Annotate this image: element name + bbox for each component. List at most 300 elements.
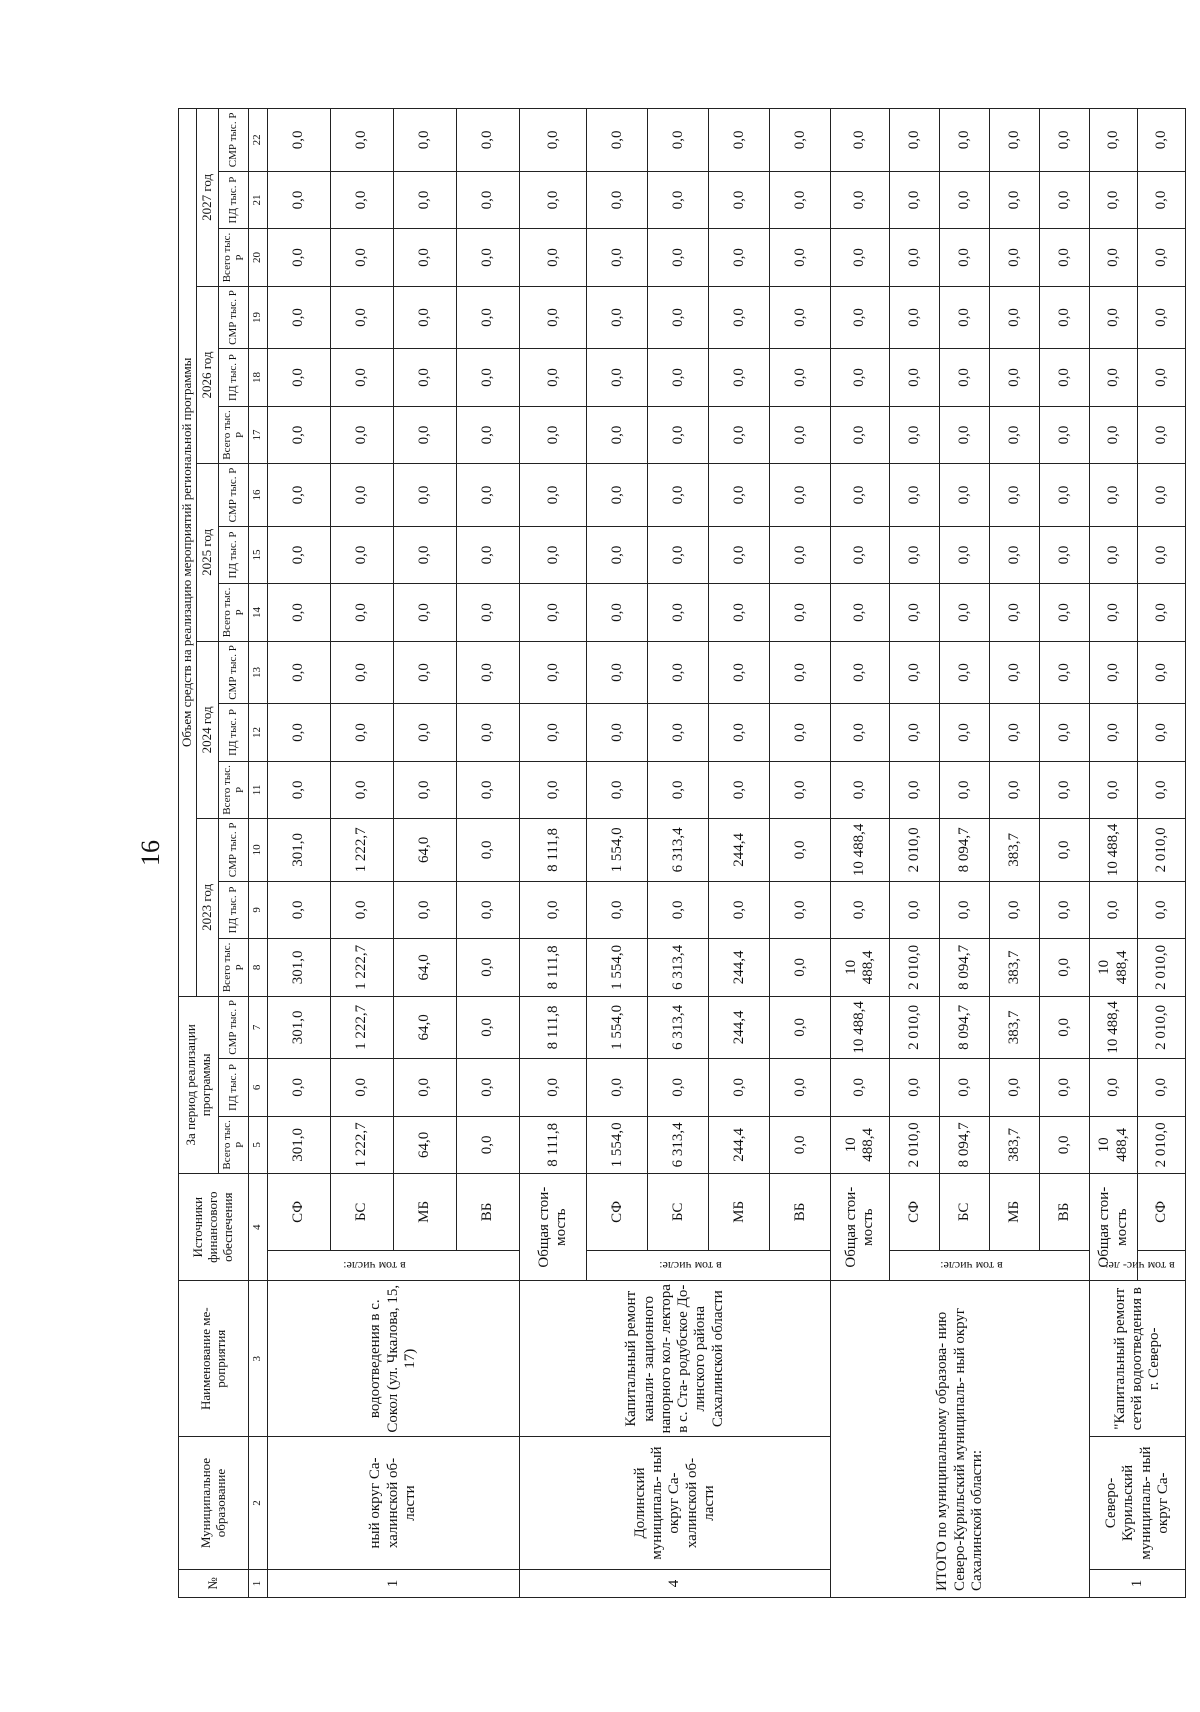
value-cell: 0,0 [587, 584, 648, 641]
value-cell: 0,0 [393, 171, 456, 228]
table-row [267, 109, 330, 1598]
value-cell: 0,0 [393, 526, 456, 583]
value-cell: 0,0 [1090, 526, 1138, 583]
value-cell: 0,0 [587, 406, 648, 463]
value-cell: 64,0 [393, 819, 456, 882]
value-cell: 0,0 [330, 761, 393, 818]
value-cell: 0,0 [456, 819, 519, 882]
value-cell: 0,0 [456, 229, 519, 286]
value-cell: 383,7 [990, 1116, 1040, 1173]
value-cell: 0,0 [1137, 171, 1185, 228]
value-cell: 0,0 [770, 171, 831, 228]
value-cell: 8 111,8 [519, 1116, 586, 1173]
value-cell: 1 554,0 [587, 819, 648, 882]
column-number: 13 [249, 641, 268, 704]
rotated-table-frame [178, 108, 1186, 1598]
column-number: 5 [249, 1116, 268, 1173]
value-cell: 0,0 [1040, 881, 1090, 938]
program-funding-table [178, 108, 1186, 1598]
value-cell: 0,0 [990, 641, 1040, 704]
value-cell: 1 222,7 [330, 996, 393, 1059]
value-cell: 0,0 [770, 819, 831, 882]
value-cell: 0,0 [831, 704, 890, 761]
value-cell: 0,0 [709, 704, 770, 761]
value-cell: 0,0 [267, 761, 330, 818]
column-number: 20 [249, 229, 268, 286]
total-cost-label: Общая стои- мость [1090, 1174, 1138, 1281]
value-cell: 10 488,4 [831, 996, 890, 1059]
value-cell: 0,0 [1090, 761, 1138, 818]
value-cell: 0,0 [990, 526, 1040, 583]
value-cell: 6 313,4 [648, 819, 709, 882]
value-cell: 0,0 [709, 761, 770, 818]
value-cell: 0,0 [519, 761, 586, 818]
value-cell: 1 554,0 [587, 1116, 648, 1173]
value-cell: 0,0 [267, 464, 330, 527]
value-cell: 10 488,4 [1090, 1116, 1138, 1173]
value-cell: 0,0 [519, 464, 586, 527]
value-cell: 10 488,4 [1090, 939, 1138, 996]
value-cell: 0,0 [587, 286, 648, 349]
value-cell: 8 111,8 [519, 996, 586, 1059]
value-cell: 0,0 [1090, 881, 1138, 938]
value-cell: 0,0 [330, 406, 393, 463]
row-number: 1 [1090, 1569, 1186, 1597]
value-cell: 2 010,0 [889, 939, 939, 996]
column-number-row [249, 109, 268, 1598]
value-cell: 0,0 [889, 584, 939, 641]
including-label [889, 1250, 1089, 1281]
value-cell: 10 488,4 [831, 1116, 890, 1173]
including-label [267, 1250, 519, 1281]
value-cell: 0,0 [519, 1059, 586, 1116]
value-cell: 0,0 [889, 761, 939, 818]
value-cell: 0,0 [393, 584, 456, 641]
value-cell: 0,0 [519, 584, 586, 641]
value-cell: 244,4 [709, 996, 770, 1059]
value-cell: 301,0 [267, 819, 330, 882]
value-cell: 0,0 [831, 171, 890, 228]
value-cell: 0,0 [709, 109, 770, 172]
value-cell: 0,0 [709, 349, 770, 406]
value-cell: 0,0 [330, 229, 393, 286]
value-cell: 0,0 [456, 526, 519, 583]
value-cell: 0,0 [1137, 349, 1185, 406]
value-cell: 0,0 [889, 229, 939, 286]
value-cell: 0,0 [990, 584, 1040, 641]
subheader-total-4: Всего тыс. Р [219, 406, 249, 463]
value-cell: 0,0 [889, 641, 939, 704]
column-number: 4 [249, 1174, 268, 1281]
column-number: 21 [249, 171, 268, 228]
header-volume: Объем средств на реализацию мероприятий региональной программы [179, 109, 197, 997]
source-cell: ВБ [456, 1174, 519, 1251]
value-cell: 0,0 [709, 171, 770, 228]
header-year-2026: 2026 год [197, 286, 219, 463]
value-cell: 2 010,0 [889, 1116, 939, 1173]
including-label-text: в том чис- ле: [1104, 1259, 1175, 1274]
including-label-text: в том числе: [939, 1259, 1003, 1274]
value-cell: 0,0 [587, 229, 648, 286]
value-cell: 0,0 [330, 464, 393, 527]
header-year-2024: 2024 год [197, 641, 219, 818]
value-cell: 0,0 [393, 704, 456, 761]
value-cell: 0,0 [889, 171, 939, 228]
value-cell: 0,0 [267, 704, 330, 761]
value-cell: 0,0 [456, 641, 519, 704]
value-cell: 0,0 [831, 584, 890, 641]
value-cell: 0,0 [709, 526, 770, 583]
value-cell: 0,0 [456, 939, 519, 996]
value-cell: 0,0 [770, 349, 831, 406]
column-number: 6 [249, 1059, 268, 1116]
value-cell: 0,0 [990, 286, 1040, 349]
value-cell: 0,0 [990, 171, 1040, 228]
value-cell: 0,0 [1040, 996, 1090, 1059]
value-cell: 2 010,0 [1137, 819, 1185, 882]
value-cell: 0,0 [939, 229, 989, 286]
value-cell: 0,0 [1040, 704, 1090, 761]
value-cell: 2 010,0 [889, 996, 939, 1059]
value-cell: 0,0 [456, 109, 519, 172]
value-cell: 0,0 [267, 584, 330, 641]
value-cell: 0,0 [831, 464, 890, 527]
value-cell: 0,0 [393, 1059, 456, 1116]
value-cell: 0,0 [587, 349, 648, 406]
value-cell: 0,0 [330, 584, 393, 641]
value-cell: 383,7 [990, 819, 1040, 882]
column-number: 2 [249, 1437, 268, 1570]
value-cell: 0,0 [330, 349, 393, 406]
value-cell: 0,0 [939, 171, 989, 228]
value-cell: 0,0 [456, 1059, 519, 1116]
value-cell: 0,0 [709, 464, 770, 527]
value-cell: 0,0 [393, 286, 456, 349]
subheader-smr-0: СМР тыс. Р [219, 996, 249, 1059]
value-cell: 0,0 [330, 704, 393, 761]
subheader-smr-4: СМР тыс. Р [219, 286, 249, 349]
value-cell: 0,0 [587, 526, 648, 583]
value-cell: 0,0 [587, 171, 648, 228]
value-cell: 0,0 [648, 349, 709, 406]
value-cell: 0,0 [1137, 109, 1185, 172]
value-cell: 0,0 [456, 286, 519, 349]
value-cell: 0,0 [1137, 761, 1185, 818]
activity-cell: Капитальный ремонт канали- зационного напорного кол- лектора в с. Ста- родубское До- линского района Сахалинской области [519, 1281, 830, 1437]
value-cell: 0,0 [1040, 286, 1090, 349]
value-cell: 0,0 [648, 171, 709, 228]
value-cell: 0,0 [1040, 1059, 1090, 1116]
value-cell: 0,0 [393, 349, 456, 406]
value-cell: 10 488,4 [831, 819, 890, 882]
value-cell: 1 554,0 [587, 939, 648, 996]
column-number: 17 [249, 406, 268, 463]
source-cell: МБ [393, 1174, 456, 1251]
value-cell: 0,0 [1040, 641, 1090, 704]
subheader-pd-4: ПД тыс. Р [219, 349, 249, 406]
value-cell: 64,0 [393, 996, 456, 1059]
value-cell: 0,0 [889, 406, 939, 463]
value-cell: 244,4 [709, 819, 770, 882]
value-cell: 0,0 [456, 996, 519, 1059]
itogo-label: ИТОГО по муниципальному образова- нию Северо-Курильский муниципаль- ный округ Сахалинской области: [831, 1281, 1090, 1598]
value-cell: 0,0 [519, 229, 586, 286]
value-cell: 301,0 [267, 1116, 330, 1173]
value-cell: 0,0 [1137, 286, 1185, 349]
activity-cell: водоотведения в с. Сокол (ул. Чкалова, 15, 17) [267, 1281, 519, 1437]
value-cell: 0,0 [519, 109, 586, 172]
value-cell: 0,0 [770, 584, 831, 641]
value-cell: 0,0 [648, 881, 709, 938]
value-cell: 0,0 [648, 584, 709, 641]
including-label [587, 1250, 831, 1281]
subheader-total-0: Всего тыс. Р [219, 1116, 249, 1173]
value-cell: 0,0 [831, 761, 890, 818]
value-cell: 0,0 [267, 171, 330, 228]
value-cell: 0,0 [889, 1059, 939, 1116]
value-cell: 0,0 [889, 464, 939, 527]
value-cell: 0,0 [648, 286, 709, 349]
value-cell: 0,0 [770, 406, 831, 463]
source-cell: СФ [587, 1174, 648, 1251]
value-cell: 64,0 [393, 1116, 456, 1173]
value-cell: 6 313,4 [648, 996, 709, 1059]
subheader-smr-2: СМР тыс. Р [219, 641, 249, 704]
header-year-2023: 2023 год [197, 819, 219, 996]
value-cell: 0,0 [770, 526, 831, 583]
value-cell: 0,0 [939, 584, 989, 641]
value-cell: 0,0 [831, 526, 890, 583]
value-cell: 0,0 [519, 704, 586, 761]
table-row-total [1090, 109, 1138, 1598]
value-cell: 301,0 [267, 996, 330, 1059]
value-cell: 383,7 [990, 939, 1040, 996]
value-cell: 0,0 [770, 1116, 831, 1173]
value-cell: 0,0 [889, 881, 939, 938]
subheader-total-5: Всего тыс. Р [219, 229, 249, 286]
subheader-total-3: Всего тыс. Р [219, 584, 249, 641]
source-cell: ВБ [1040, 1174, 1090, 1251]
value-cell: 0,0 [831, 881, 890, 938]
value-cell: 0,0 [990, 406, 1040, 463]
value-cell: 0,0 [1040, 171, 1090, 228]
value-cell: 8 094,7 [939, 996, 989, 1059]
value-cell: 0,0 [267, 526, 330, 583]
column-number: 8 [249, 939, 268, 996]
value-cell: 0,0 [267, 109, 330, 172]
value-cell: 2 010,0 [1137, 996, 1185, 1059]
value-cell: 0,0 [770, 881, 831, 938]
value-cell: 383,7 [990, 996, 1040, 1059]
row-number: 1 [267, 1569, 519, 1597]
value-cell: 6 313,4 [648, 1116, 709, 1173]
value-cell: 244,4 [709, 1116, 770, 1173]
value-cell: 0,0 [709, 641, 770, 704]
value-cell: 0,0 [990, 881, 1040, 938]
value-cell: 0,0 [648, 406, 709, 463]
value-cell: 0,0 [1137, 1059, 1185, 1116]
value-cell: 0,0 [1137, 881, 1185, 938]
value-cell: 0,0 [1090, 406, 1138, 463]
value-cell: 0,0 [990, 349, 1040, 406]
value-cell: 0,0 [831, 406, 890, 463]
value-cell: 0,0 [1137, 526, 1185, 583]
value-cell: 0,0 [990, 1059, 1040, 1116]
value-cell: 0,0 [648, 229, 709, 286]
municipality-cell: Долинский муниципаль- ный округ Са- халинской об- ласти [519, 1437, 830, 1570]
source-cell: СФ [889, 1174, 939, 1251]
value-cell: 0,0 [939, 704, 989, 761]
value-cell: 0,0 [709, 1059, 770, 1116]
value-cell: 0,0 [709, 286, 770, 349]
value-cell: 0,0 [519, 406, 586, 463]
value-cell: 0,0 [1137, 641, 1185, 704]
column-number: 3 [249, 1281, 268, 1437]
value-cell: 0,0 [770, 286, 831, 349]
value-cell: 0,0 [587, 1059, 648, 1116]
value-cell: 0,0 [587, 464, 648, 527]
value-cell: 0,0 [267, 349, 330, 406]
column-number: 14 [249, 584, 268, 641]
column-number: 18 [249, 349, 268, 406]
value-cell: 0,0 [770, 1059, 831, 1116]
subheader-pd-1: ПД тыс. Р [219, 881, 249, 938]
value-cell: 0,0 [889, 704, 939, 761]
value-cell: 1 554,0 [587, 996, 648, 1059]
value-cell: 0,0 [770, 996, 831, 1059]
value-cell: 0,0 [456, 171, 519, 228]
value-cell: 0,0 [648, 526, 709, 583]
value-cell: 0,0 [330, 286, 393, 349]
value-cell: 0,0 [939, 464, 989, 527]
value-cell: 0,0 [330, 171, 393, 228]
value-cell: 0,0 [889, 526, 939, 583]
table-row-total [519, 109, 586, 1598]
value-cell: 0,0 [770, 229, 831, 286]
value-cell: 0,0 [330, 1059, 393, 1116]
value-cell: 0,0 [990, 109, 1040, 172]
value-cell: 0,0 [393, 406, 456, 463]
value-cell: 0,0 [1137, 406, 1185, 463]
value-cell: 0,0 [267, 229, 330, 286]
value-cell: 0,0 [1137, 704, 1185, 761]
value-cell: 0,0 [770, 641, 831, 704]
source-cell: ВБ [770, 1174, 831, 1251]
value-cell: 0,0 [770, 109, 831, 172]
value-cell: 0,0 [648, 464, 709, 527]
including-label-text: в том числе: [343, 1259, 407, 1274]
value-cell: 0,0 [1137, 584, 1185, 641]
column-number: 10 [249, 819, 268, 882]
value-cell: 0,0 [267, 1059, 330, 1116]
value-cell: 0,0 [267, 286, 330, 349]
value-cell: 2 010,0 [1137, 939, 1185, 996]
column-number: 9 [249, 881, 268, 938]
value-cell: 0,0 [709, 229, 770, 286]
value-cell: 0,0 [831, 641, 890, 704]
value-cell: 0,0 [1090, 349, 1138, 406]
value-cell: 1 222,7 [330, 1116, 393, 1173]
including-label-text: в том числе: [659, 1259, 722, 1274]
value-cell: 0,0 [1040, 229, 1090, 286]
value-cell: 0,0 [330, 109, 393, 172]
value-cell: 0,0 [330, 526, 393, 583]
municipality-cell: Северо- Курильский муниципаль- ный округ Са- [1090, 1437, 1186, 1570]
source-cell: МБ [709, 1174, 770, 1251]
value-cell: 0,0 [831, 109, 890, 172]
value-cell: 0,0 [831, 1059, 890, 1116]
value-cell: 0,0 [648, 704, 709, 761]
municipality-cell: ный округ Са- халинской об- ласти [267, 1437, 519, 1570]
value-cell: 0,0 [770, 704, 831, 761]
value-cell: 0,0 [267, 406, 330, 463]
value-cell: 0,0 [939, 109, 989, 172]
value-cell: 8 094,7 [939, 939, 989, 996]
value-cell: 0,0 [1090, 109, 1138, 172]
table-row-total [831, 109, 890, 1598]
value-cell: 0,0 [456, 761, 519, 818]
value-cell: 0,0 [1090, 704, 1138, 761]
value-cell: 301,0 [267, 939, 330, 996]
value-cell: 8 111,8 [519, 819, 586, 882]
value-cell: 0,0 [990, 704, 1040, 761]
value-cell: 0,0 [519, 526, 586, 583]
value-cell: 0,0 [709, 881, 770, 938]
value-cell: 0,0 [1040, 349, 1090, 406]
source-cell: БС [939, 1174, 989, 1251]
value-cell: 0,0 [939, 526, 989, 583]
total-cost-label: Общая стои- мость [831, 1174, 890, 1281]
value-cell: 64,0 [393, 939, 456, 996]
value-cell: 0,0 [1040, 464, 1090, 527]
subheader-pd-3: ПД тыс. Р [219, 526, 249, 583]
including-label [1104, 1250, 1185, 1281]
value-cell: 0,0 [587, 704, 648, 761]
subheader-pd-2: ПД тыс. Р [219, 704, 249, 761]
subheader-pd-5: ПД тыс. Р [219, 171, 249, 228]
value-cell: 0,0 [393, 229, 456, 286]
column-number: 15 [249, 526, 268, 583]
subheader-smr-3: СМР тыс. Р [219, 464, 249, 527]
column-number: 11 [249, 761, 268, 818]
value-cell: 0,0 [1040, 939, 1090, 996]
value-cell: 0,0 [648, 109, 709, 172]
column-number: 22 [249, 109, 268, 172]
value-cell: 0,0 [393, 881, 456, 938]
subheader-total-1: Всего тыс. Р [219, 939, 249, 996]
value-cell: 0,0 [770, 464, 831, 527]
value-cell: 0,0 [1090, 1059, 1138, 1116]
value-cell: 0,0 [939, 286, 989, 349]
source-cell: МБ [990, 1174, 1040, 1251]
row-number: 4 [519, 1569, 830, 1597]
value-cell: 0,0 [939, 1059, 989, 1116]
value-cell: 0,0 [587, 761, 648, 818]
value-cell: 0,0 [1090, 584, 1138, 641]
value-cell: 0,0 [1090, 286, 1138, 349]
column-number: 12 [249, 704, 268, 761]
column-number: 7 [249, 996, 268, 1059]
header-num: № [179, 1569, 249, 1597]
value-cell: 0,0 [990, 229, 1040, 286]
value-cell: 0,0 [456, 1116, 519, 1173]
value-cell: 0,0 [330, 881, 393, 938]
value-cell: 0,0 [456, 584, 519, 641]
header-sources: Источники финансового обеспечения [179, 1174, 249, 1281]
value-cell: 0,0 [456, 881, 519, 938]
value-cell: 0,0 [519, 641, 586, 704]
value-cell: 0,0 [519, 349, 586, 406]
